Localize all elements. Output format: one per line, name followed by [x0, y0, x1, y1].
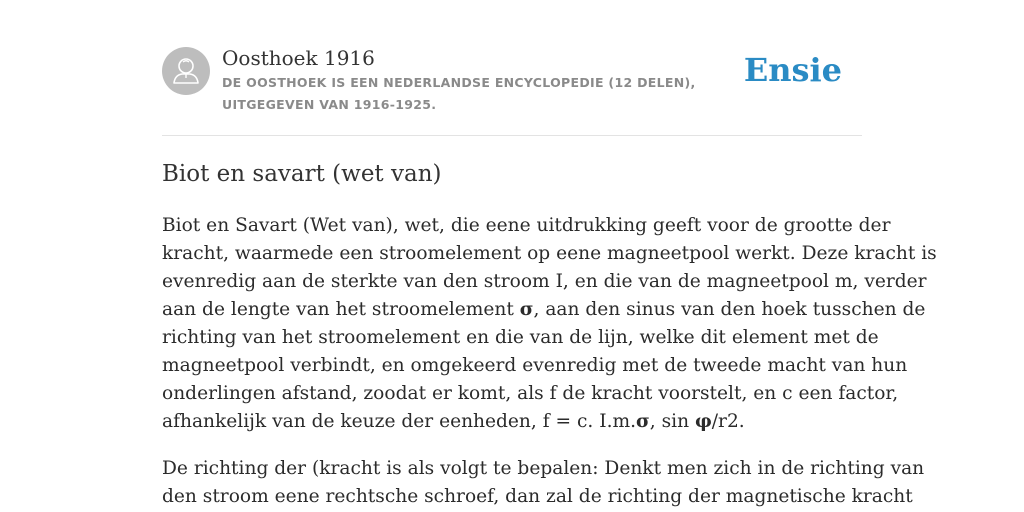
text-line: evenredig aan de sterkte van den stroom I, en die van de magneetpool m, verder	[162, 271, 927, 292]
brand-logo[interactable]: Ensie	[743, 51, 842, 89]
text-fragment: , aan den sinus van den hoek tusschen de	[533, 299, 926, 320]
article-title: Biot en savart (wet van)	[162, 161, 442, 187]
text-line: Biot en Savart (Wet van), wet, die eene uitdrukking geeft voor de grootte der	[162, 215, 891, 236]
user-icon	[162, 47, 210, 95]
text-line	[162, 296, 926, 324]
phi-symbol: φ	[694, 411, 712, 432]
text-fragment: aan de lengte van het stroomelement	[162, 299, 520, 320]
sigma-symbol: σ	[519, 299, 534, 320]
text-line: den stroom eene rechtsche schroef, dan zal de richting der magnetische kracht	[162, 486, 913, 507]
avatar[interactable]	[162, 47, 210, 95]
source-description: DE OOSTHOEK IS EEN NEDERLANDSE ENCYCLOPEDIE (12 DELEN), UITGEGEVEN VAN 1916-1925.	[222, 75, 696, 112]
sigma-symbol: σ	[636, 411, 650, 432]
text-line: onderlingen afstand, zoodat er komt, als f de kracht voorstelt, en c een factor,	[162, 383, 899, 404]
text-line	[162, 408, 872, 436]
text-line: kracht, waarmede een stroomelement op eene magneetpool werkt. Deze kracht is	[162, 243, 937, 264]
text-fragment: , sin	[649, 411, 695, 432]
text-line: magneetpool verbindt, en omgekeerd evenredig met de tweede macht van hun	[162, 355, 908, 376]
text-line: De richting der (kracht is als volgt te bepalen: Denkt men zich in de richting van	[162, 458, 925, 479]
source-title[interactable]: Oosthoek 1916	[222, 46, 375, 70]
text-line: richting van het stroomelement en die van de lijn, welke dit element met de	[162, 327, 879, 348]
source-header	[162, 40, 862, 136]
text-fragment: afhankelijk van de keuze der eenheden, f = c. I.m.	[162, 411, 637, 432]
text-fragment: /r2.	[711, 411, 745, 432]
paragraph	[162, 455, 925, 511]
article-body	[162, 212, 937, 512]
paragraph	[162, 212, 937, 436]
